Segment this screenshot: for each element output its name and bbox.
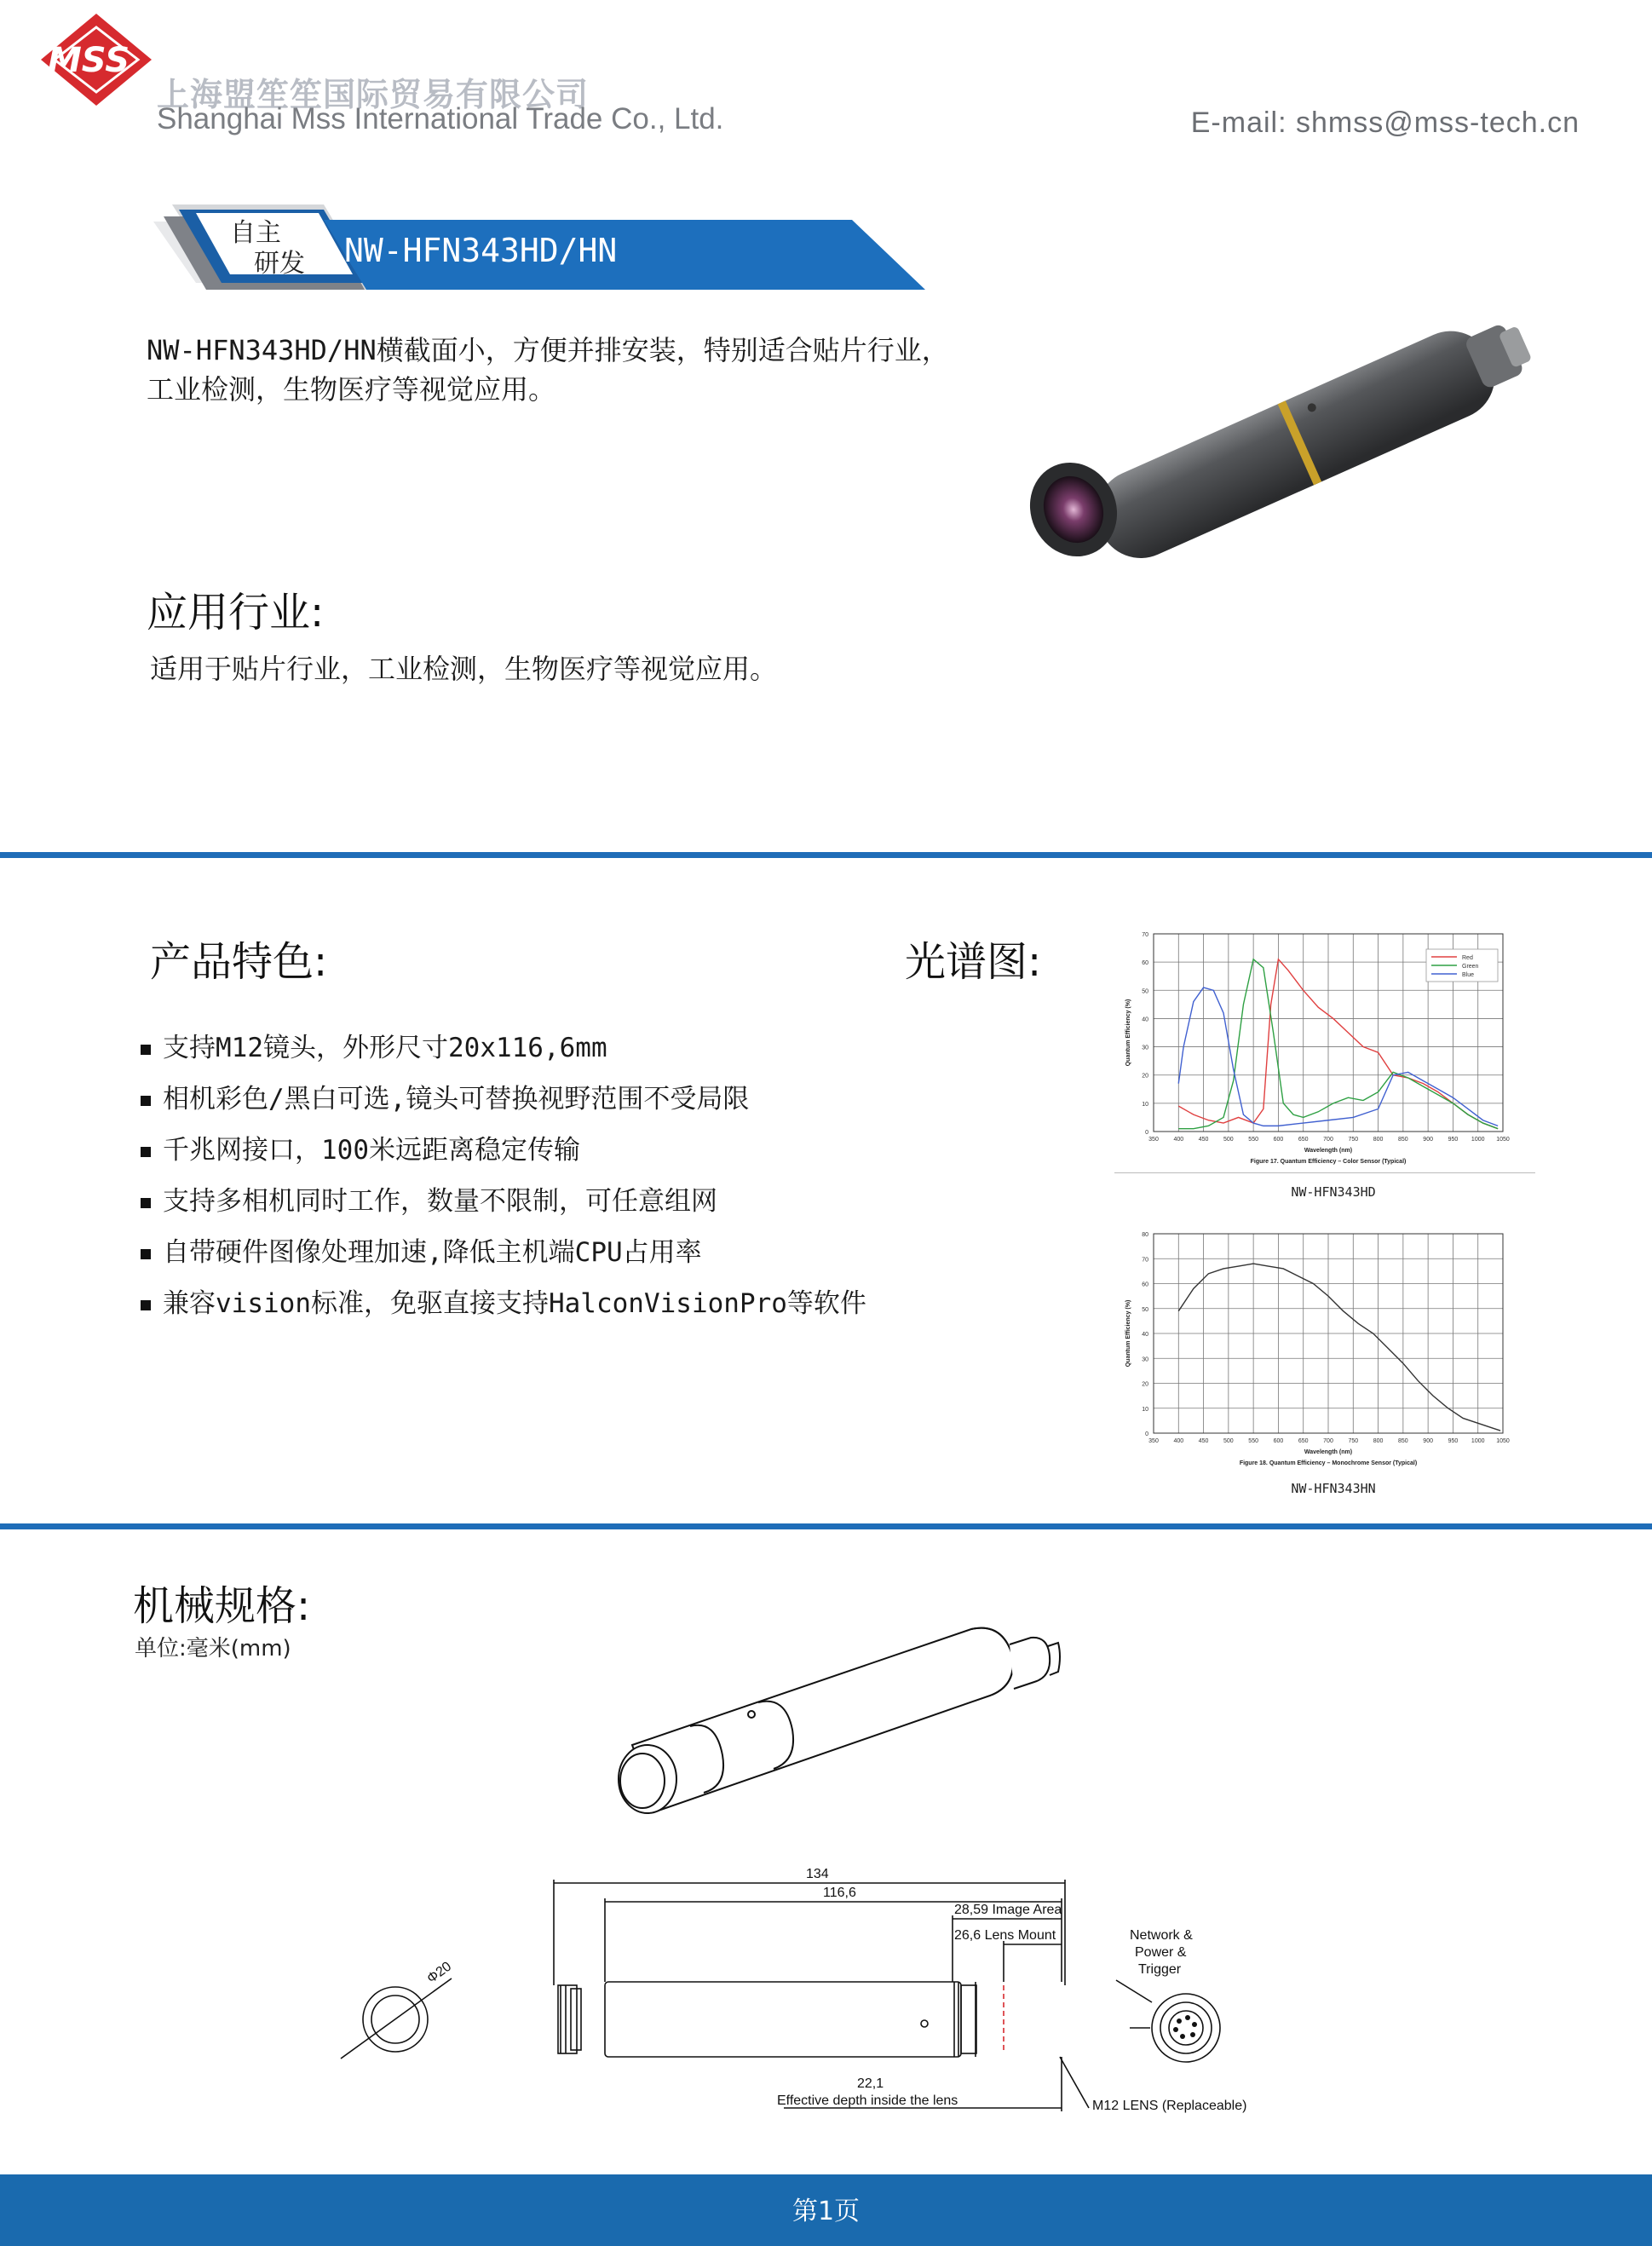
y-tick-label: 20 bbox=[1142, 1073, 1148, 1080]
y-axis-label: Quantum Efficiency (%) bbox=[1125, 999, 1131, 1067]
x-tick-label: 500 bbox=[1223, 1438, 1234, 1444]
x-tick-label: 1000 bbox=[1471, 1137, 1485, 1143]
x-tick-label: 750 bbox=[1348, 1137, 1359, 1143]
dim-overall: 134 bbox=[806, 1867, 829, 1881]
legend-label: Blue bbox=[1462, 972, 1475, 978]
y-tick-label: 70 bbox=[1142, 932, 1148, 938]
y-tick-label: 10 bbox=[1142, 1101, 1148, 1108]
chart-title: Figure 18. Quantum Efficiency – Monochrome Sensor (Typical) bbox=[1239, 1460, 1418, 1466]
x-tick-label: 850 bbox=[1398, 1137, 1408, 1143]
badge-line-1: 自主 bbox=[230, 218, 281, 248]
legend-label: Green bbox=[1462, 964, 1479, 970]
x-tick-label: 650 bbox=[1298, 1438, 1309, 1444]
y-tick-label: 10 bbox=[1142, 1406, 1148, 1413]
application-text: 适用于贴片行业，工业检测，生物医疗等视觉应用。 bbox=[150, 653, 778, 685]
model-title: NW-HFN343HD/HN bbox=[344, 232, 618, 269]
x-tick-label: 800 bbox=[1373, 1137, 1384, 1143]
section-divider-1 bbox=[0, 852, 1652, 858]
x-axis-label: Wavelength (nm) bbox=[1304, 1148, 1353, 1154]
y-tick-label: 50 bbox=[1142, 988, 1148, 995]
company-name-cn: 上海盟笙笙国际贸易有限公司 bbox=[157, 76, 590, 113]
connector-label-1: Network & bbox=[1130, 1928, 1193, 1943]
connector-label-2: Power & bbox=[1135, 1945, 1187, 1960]
dim-diameter: Φ20 bbox=[424, 1959, 455, 1987]
feature-item: 相机彩色/黑白可选,镜头可替换视野范围不受局限 bbox=[141, 1074, 866, 1125]
page-number: 第1页 bbox=[791, 2197, 861, 2226]
mechanical-heading: 机械规格: bbox=[133, 1582, 311, 1630]
x-tick-label: 1050 bbox=[1496, 1438, 1510, 1444]
x-tick-label: 400 bbox=[1173, 1438, 1184, 1444]
x-tick-label: 900 bbox=[1423, 1137, 1433, 1143]
x-tick-label: 600 bbox=[1273, 1137, 1284, 1143]
qe-chart-mono bbox=[1116, 1227, 1542, 1484]
chart-separator bbox=[1114, 1172, 1535, 1173]
product-intro: NW-HFN343HD/HN横截面小，方便并排安装，特别适合贴片行业，工业检测，生物医疗等视觉应用。 bbox=[147, 334, 949, 406]
y-tick-label: 0 bbox=[1145, 1130, 1148, 1136]
feature-item: 支持M12镜头，外形尺寸20x116,6mm bbox=[141, 1022, 866, 1074]
dim-body: 116,6 bbox=[823, 1886, 856, 1900]
connector-label-3: Trigger bbox=[1138, 1962, 1182, 1977]
y-tick-label: 50 bbox=[1142, 1306, 1148, 1313]
x-axis-label: Wavelength (nm) bbox=[1304, 1449, 1353, 1455]
y-tick-label: 60 bbox=[1142, 1281, 1148, 1288]
company-logo bbox=[32, 9, 160, 111]
x-tick-label: 350 bbox=[1148, 1438, 1159, 1444]
y-tick-label: 30 bbox=[1142, 1045, 1148, 1051]
y-tick-label: 30 bbox=[1142, 1356, 1148, 1363]
unit-label: 单位:毫米(mm) bbox=[135, 1636, 291, 1661]
x-tick-label: 1000 bbox=[1471, 1438, 1485, 1444]
x-tick-label: 350 bbox=[1148, 1137, 1159, 1143]
qe-chart-color bbox=[1116, 927, 1542, 1174]
camera-photo bbox=[1014, 290, 1576, 596]
x-tick-label: 550 bbox=[1248, 1137, 1258, 1143]
x-tick-label: 1050 bbox=[1496, 1137, 1510, 1143]
x-tick-label: 900 bbox=[1423, 1438, 1433, 1444]
x-tick-label: 700 bbox=[1323, 1438, 1333, 1444]
dim-image-area: 28,59 Image Area bbox=[954, 1903, 1062, 1917]
spectrum-heading: 光谱图: bbox=[905, 938, 1042, 986]
logo-text: MSS bbox=[48, 41, 130, 80]
dim-lens-label: M12 LENS (Replaceable) bbox=[1092, 2099, 1247, 2113]
x-tick-label: 950 bbox=[1448, 1137, 1459, 1143]
y-tick-label: 40 bbox=[1142, 1332, 1148, 1338]
application-heading: 应用行业: bbox=[147, 589, 325, 636]
feature-item: 支持多相机同时工作，数量不限制，可任意组网 bbox=[141, 1176, 866, 1227]
series-line-mono bbox=[1178, 1264, 1500, 1431]
y-tick-label: 70 bbox=[1142, 1257, 1148, 1264]
x-tick-label: 950 bbox=[1448, 1438, 1459, 1444]
y-tick-label: 60 bbox=[1142, 960, 1148, 967]
email-address: E-mail: shmss@mss-tech.cn bbox=[1190, 107, 1580, 139]
x-tick-label: 650 bbox=[1298, 1137, 1309, 1143]
dim-depth-value: 22,1 bbox=[857, 2076, 884, 2091]
features-list bbox=[141, 1022, 866, 1329]
chart-caption-color: NW-HFN343HD bbox=[1291, 1184, 1376, 1200]
dim-lens-mount: 26,6 Lens Mount bbox=[954, 1928, 1056, 1943]
x-tick-label: 550 bbox=[1248, 1438, 1258, 1444]
section-divider-2 bbox=[0, 1523, 1652, 1529]
y-tick-label: 0 bbox=[1145, 1431, 1148, 1437]
features-heading: 产品特色: bbox=[150, 938, 328, 986]
chart-title: Figure 17. Quantum Efficiency – Color Sensor (Typical) bbox=[1250, 1159, 1407, 1165]
x-tick-label: 700 bbox=[1323, 1137, 1333, 1143]
x-tick-label: 750 bbox=[1348, 1438, 1359, 1444]
x-tick-label: 450 bbox=[1198, 1438, 1209, 1444]
camera-line-drawing bbox=[588, 1610, 1065, 1823]
feature-item: 自带硬件图像处理加速,降低主机端CPU占用率 bbox=[141, 1227, 866, 1278]
feature-item: 千兆网接口，100米远距离稳定传输 bbox=[141, 1125, 866, 1176]
x-tick-label: 800 bbox=[1373, 1438, 1384, 1444]
chart-caption-mono: NW-HFN343HN bbox=[1291, 1481, 1376, 1496]
y-axis-label: Quantum Efficiency (%) bbox=[1125, 1299, 1131, 1368]
legend-label: Red bbox=[1462, 955, 1473, 961]
x-tick-label: 850 bbox=[1398, 1438, 1408, 1444]
dim-depth-label: Effective depth inside the lens bbox=[777, 2093, 958, 2108]
x-tick-label: 500 bbox=[1223, 1137, 1234, 1143]
feature-item: 兼容vision标准，免驱直接支持HalconVisionPro等软件 bbox=[141, 1278, 866, 1329]
dimension-drawing bbox=[324, 1857, 1312, 2130]
x-tick-label: 600 bbox=[1273, 1438, 1284, 1444]
x-tick-label: 400 bbox=[1173, 1137, 1184, 1143]
y-tick-label: 80 bbox=[1142, 1232, 1148, 1238]
y-tick-label: 40 bbox=[1142, 1016, 1148, 1023]
x-tick-label: 450 bbox=[1198, 1137, 1209, 1143]
badge-line-2: 研发 bbox=[254, 249, 305, 279]
y-tick-label: 20 bbox=[1142, 1381, 1148, 1388]
company-name-en: Shanghai Mss International Trade Co., Ltd. bbox=[157, 102, 724, 135]
